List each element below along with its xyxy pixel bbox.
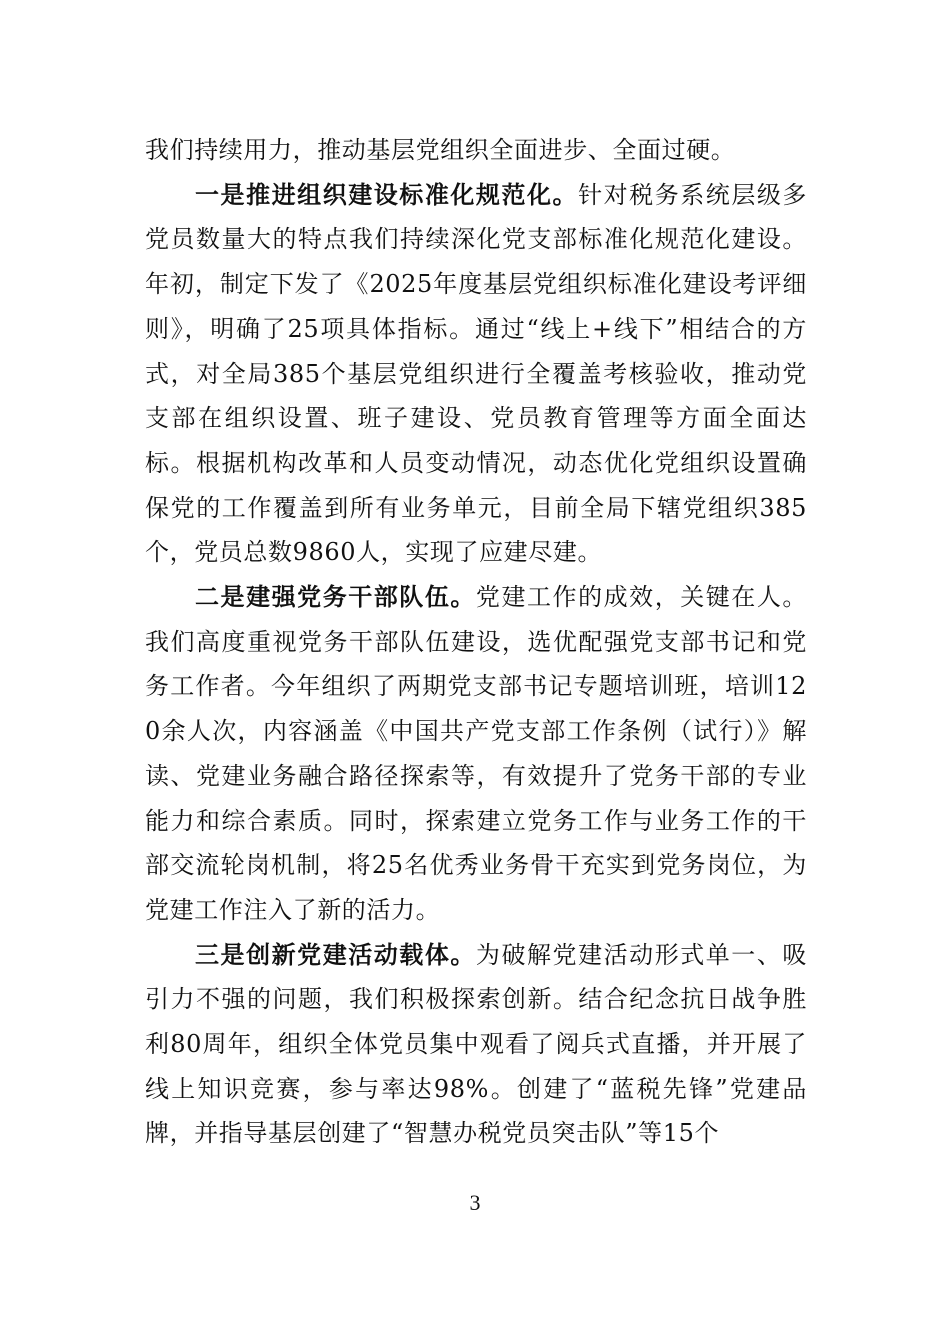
paragraph-body: 党建工作的成效，关键在人。我们高度重视党务干部队伍建设，选优配强党支部书记和党务工作者。今年组织了两期党支部书记专题培训班，培训120余人次，内容涵盖《中国共产党支部工作条例（试行）》解读、党建业务融合路径探索等，有效提升了党务干部的专业能力和综合素质。同时，探索建立党务工作与业务工作的干部交流轮岗机制，将25名优秀业务骨干充实到党务岗位，为党建工作注入了新的活力。 <box>145 583 807 924</box>
continuation-paragraph: 我们持续用力，推动基层党组织全面进步、全面过硬。 <box>145 136 736 164</box>
paragraph-organization-standardization <box>145 173 807 575</box>
paragraph-lead: 一是推进组织建设标准化规范化。 <box>195 179 579 209</box>
paragraph-activity-innovation <box>145 933 807 1157</box>
paragraph-body: 针对税务系统层级多党员数量大的特点我们持续深化党支部标准化规范化建设。年初，制定下发了《2025年度基层党组织标准化建设考评细则》，明确了25项具体指标。通过“线上+线下”相结合的方式，对全局385个基层党组织进行全覆盖考核验收，推动党支部在组织设置、班子建设、党员教育管理等方面全面达标。根据机构改革和人员变动情况，动态优化党组织设置确保党的工作覆盖到所有业务单元，目前全局下辖党组织385个，党员总数9860人，实现了应建尽建。 <box>145 180 808 567</box>
document-body <box>145 128 807 1156</box>
page-number: 3 <box>469 1190 481 1215</box>
paragraph-party-cadres <box>145 575 807 933</box>
paragraph-lead: 三是创新党建活动载体。 <box>195 939 476 969</box>
paragraph-lead: 二是建强党务干部队伍。 <box>195 582 476 612</box>
paragraph-body: 为破解党建活动形式单一、吸引力不强的问题，我们积极探索创新。结合纪念抗日战争胜利80周年，组织全体党员集中观看了阅兵式直播，并开展了线上知识竞赛，参与率达98%。创建了“蓝税先锋”党建品牌，并指导基层创建了“智慧办税党员突击队”等15个 <box>145 940 807 1148</box>
